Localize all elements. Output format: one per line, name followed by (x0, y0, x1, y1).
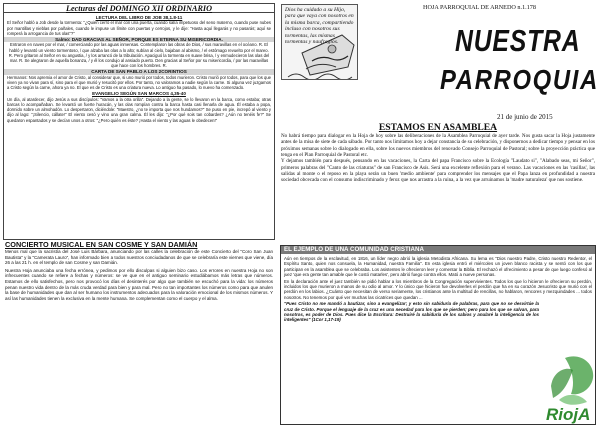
salmo-text: Entraron en naves por el mar, / comerciando por las aguas inmensas. Contemplaron las obras de Dios, / sus maravillas en el océano. R. El habló y levantó un viento tormentoso, / que alzaba las olas a lo alto; subían al cielo, bajaban al abismo, / el estómago revuelto por el mareo. R. Pero gritaron al Señor en su angustia, / y los arrancó de la tribulación. Apaciguó la tormenta en suave brisa, / y enmudecieron las olas del mar. R. Se alegraron de aquella bonanza, / y él los condujo al ansiado puerto. Den gracias al Señor por su misericordia, / por las maravillas que hace con los hombres. R. (8, 42, 270, 69)
asamblea-section (281, 122, 595, 245)
ejemplo-quote: "Pues Cristo no me mandó a bautizar, sino a evangelizar; y esto sin sabiduría de palabras, para que no se desvirtúe la cruz de Cristo. Porque el lenguaje de la cruz es una necedad para los que se pierden; pero para los que se salvan, para nosotros, es poder de Dios. Pues dice la Escritura: Destruiré la sabiduría de los sabios y anularé la inteligencia de los inteligentes" (1Cor 1,17-19) (284, 301, 539, 323)
job-text: El Señor habló a Job desde la tormenta: "¿Quién cerró el mar con una puerta, cuando salía impetuoso del seno materno, cuando puse nubes por mantillas y nieblas por pañales, cuando le impuse un límite con puertas y cerrojos, y le dije: "Hasta aquí llegarás y no pasarás; aquí se romperá la arrogancia de tus olas"?" (7, 20, 271, 36)
title-nuestra: NUESTRA (455, 23, 581, 58)
concierto-paragraph-2: Nuestra Hoja anunciaba una fecha errónea, y pedimos por ello disculpas si alguien bizo caso. Los errores en nuestra Hoja no son infrecuentes cuando se refiere a fechas y números: se ve que en el antiguo seminario estudiábamos más letras que números. Estamos de ello satisfechos, pero nos provocó los días el desinterés por algo que también se escuchó para la vida: los números penan nuestro vida dentro de la más cruda verdad para bien y para mal. Pero no tan importantes los números como para que anulen la base de humanidades que dan al ser humano los instrumentos adecuados para la valoración emocional de los mismos números. Y así las humanidades tienen la exclusiva en la mente humana. Se complementan como el cuerpo y el alma. (5, 267, 273, 301)
asamblea-paragraph-2: Y dejamos también para después, pensando en las vacaciones, la Carta del papa Francisco sobre la Ecología "Laudato si", "Alabado seas, mi Señor", primeros palabras del "Canto de las criaturas" de san Francisco de Asís. Será una excelente reflexión para el verano. Las vacaciones en las 'casillas', las salidas al monte o el reposo en la playa serán un buen 'medio ambiente' para comprender los mensajes que el Papa lanza en profundidad a nuestra sociedad obcecada con el consumo indiscriminado y feroz que nos arrastra a la ruina, a la vez que arruinamos la 'madre naturaleza' que nos sostiene. (281, 158, 595, 184)
lecturas-section (3, 3, 275, 240)
carta-heading: CARTA DE SAN PABLO A LOS 2CORINTIOS (4, 69, 274, 74)
asamblea-paragraph-1: No habrá tiempo para dialogar en la Hoja de hoy sobre las deliberaciones de la Asamblea Parroquial de ayer tarde. Nos gusta sacar la Hoja justamente antes de la misa de siete de cada sábado. Por tanto nos limitamos hoy a dejar constancia de su celebración, y disponernos a dedicar tiempo y pensar en los próximos semanas sobre lo dialogado en ella, sobre los nuevos miembros del renovado Consejo Parroquial de Pastoral; sobre la proyección práctica que tenga en el Plan Parroquial de Pastoral etc. (281, 133, 595, 159)
evangelio-heading: EVANGELIO SEGÚN SAN MARCOS 4,35-40 (92, 91, 186, 97)
poem-illustration-box (281, 4, 358, 80)
job-heading: LECTURA DEL LIBRO DE JOB 38,1.8-11 (95, 15, 183, 20)
carta-text: Hermanos: Nos apremia el amor de Cristo, al considerar que, si uno murió por todos, todos murieron. Cristo murió por todos, para que los que viven ya no vivan para sí, sino para el que murió y resucitó por ellos. Por tanto, no valoramos a nadie según la carne. Si alguna vez juzgamos a Cristo según la carne, ahora ya no. El que es de Cristo es una criatura nueva. Lo antiguo ha pasado, lo nuevo ha comenzado. (7, 74, 271, 91)
ejemplo-paragraph-1: Aún en tiempos de la esclavitud, en 1816, un líder negro abrió la iglesia Metodista Africana. Su lema es "Dios nuestro Padre, Cristo nuestro Redentor, el Espíritu Santo, quien nos consuela, la Humanidad, nuestra Familia". En esta iglesia entró el miércoles un joven blanco racista y se sentó con los que participan en la asamblea que se celebraba. Los asistentes le ofrecieron leer y comentar la Biblia. El rechazó el ofrecimiento a pesar de que luego confesó al juez 'que era gente tan amable que le costó matarles', pero abrió fuego contra ellos. Mató a nueve personas. (284, 256, 592, 278)
rioja-logo-icon (545, 352, 597, 424)
poem-text: Dios ha cuidado a su Hijo, para que vaya con nosotros en la misma barca, compartiendo incluso con nosotros sus tormentas, las mismas tormentas y naufragios. (285, 7, 354, 46)
salmo-heading: Salmo: DAD GRACIAS AL SEÑOR, PORQUE ES ETERNA SU MISERICORDIA. (4, 37, 274, 42)
title-parroquia: PARROQUIA (440, 64, 599, 95)
ejemplo-title: EL EJEMPLO DE UNA COMUNIDAD CRISTIANA (281, 246, 595, 254)
concierto-title: CONCIERTO MUSICAL EN SAN COSME Y SAN DAMIÁN (5, 240, 198, 249)
ejemplo-paragraph-2: En la declaración ante el juez también se pidió hablar a los miembros de la Congregación supervivientes. Todos los que lo hicieron le ofrecieron su perdón, incluidos los que murieron a manos de su odio al amor. Y lo único que hicieron fue devolverles el perdón que ha en su corazón Jesucristo que murió con el perdón en los labios. ¿Cuánto que necesitan de verso seriamente, los cristianos ante la multitud de rencillas, no hablaron, rencores y mezquindades ... todos nosotros. No tenemos por qué ver muchas las cicatrices que quedan ... (284, 278, 592, 300)
logo-wordmark: RiojA (546, 405, 591, 424)
evangelio-text: Un día, al atardecer, dijo Jesús a sus discípulos: "Vamos a la otra orilla". Dejando a la gente, se lo llevaron en la barca, como estaba; otras barcas lo acompañaban. Se levantó un fuerte huracán, y las olas rompían contra la barca hasta casi llenarla de agua. Él estaba a popa, dormido sobre un almohadón. Lo despertaron, diciéndole: "Maestro, ¿no te importa que nos hundamos?" Se puso en pie, increpó al viento y dijo al lago: "¡Silencio, cállate!" El viento cesó y vino una gran calma. Él les dijo: "¿Por qué sois tan cobardes? ¿Aún no tenéis fe?" Se quedaron espantados y se decían unos a otros: "¿Pero quién es éste? ¡Hasta el viento y las aguas le obedecen!" (7, 96, 271, 123)
hoja-header: HOJA PARROQUIAL DE ARNEDO n.1.178 (423, 4, 536, 11)
concierto-section (3, 240, 275, 424)
concierto-paragraph-1: Menos mal que la sacristía del José Luis Bárbara, anunciando por las calles la celebración de este Concierto del "Coro San Juan Bautista" y la "Camerata Lauro", han informado bien a todos nuestros conciudadanos de que se celebraría este viernes que viene, día 26 a las 21 h. en el templo de san Cosme y san Damián. (5, 249, 273, 266)
asamblea-title: ESTAMOS EN ASAMBLEA (378, 122, 498, 133)
issue-date: 21 de junio de 2015 (497, 113, 553, 121)
lecturas-title: Lecturas del DOMINGO XII ORDINARIO (4, 4, 274, 13)
